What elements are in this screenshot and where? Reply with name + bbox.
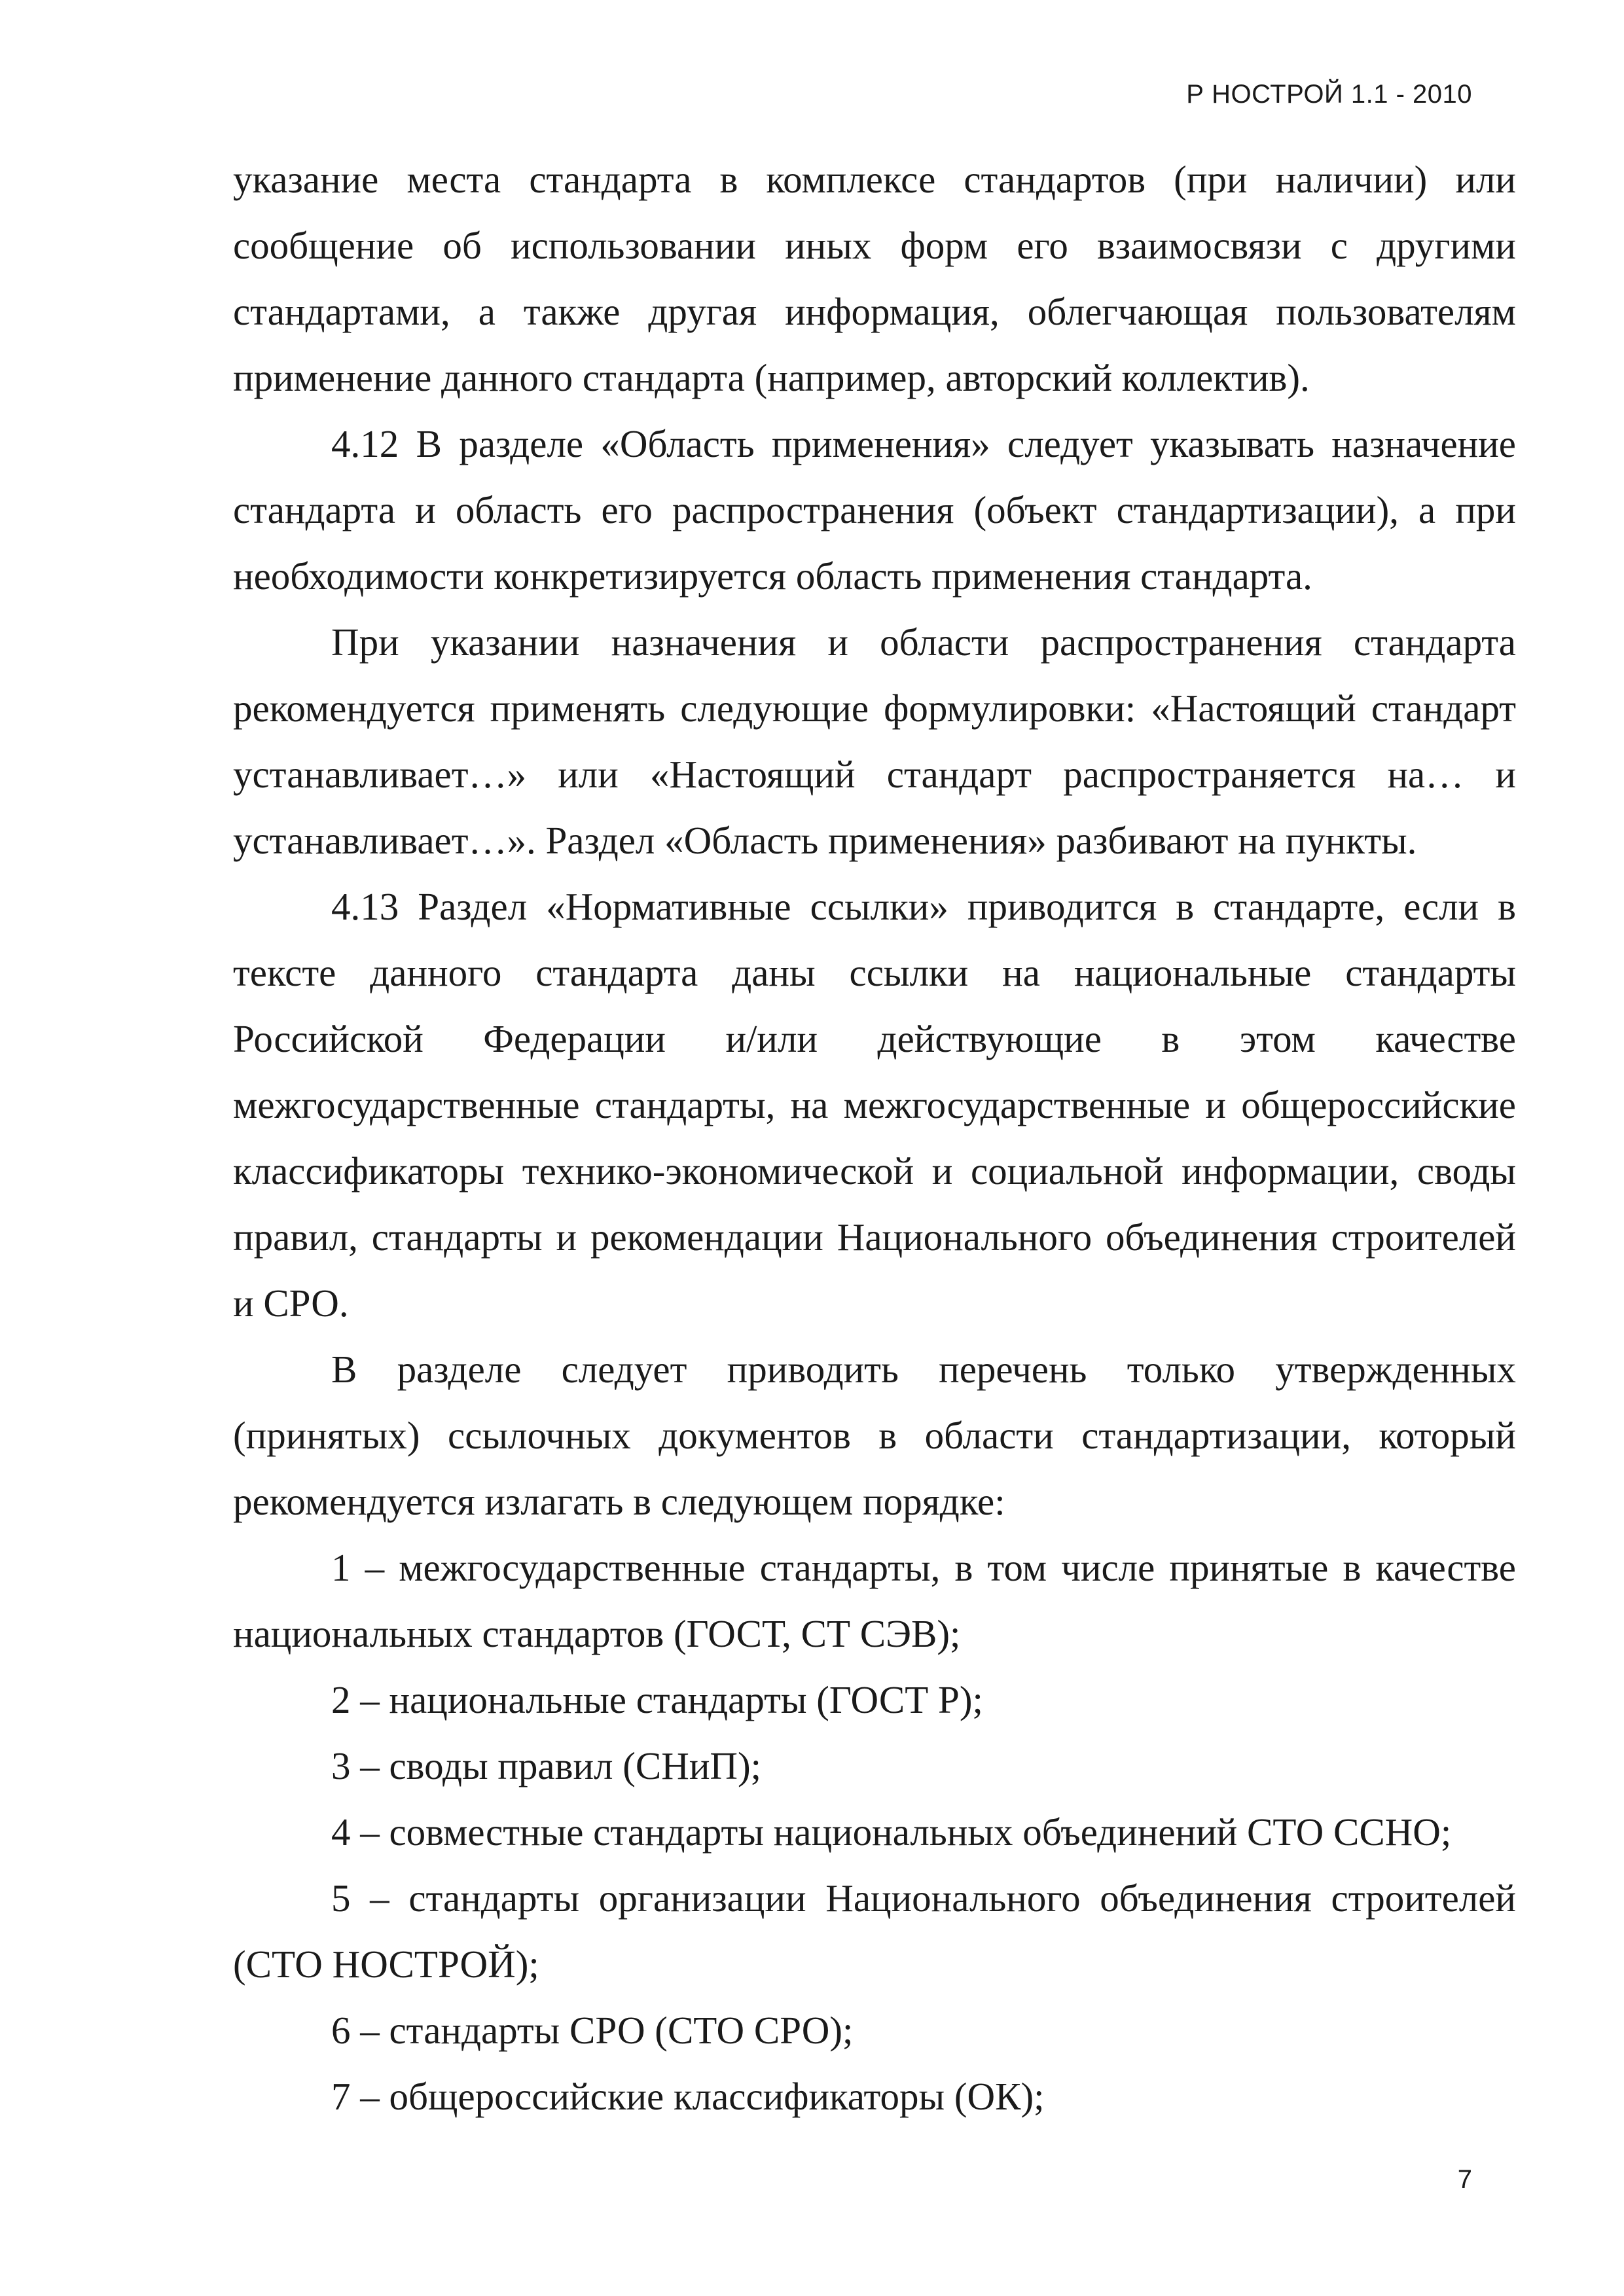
list-item-5: 5 – стандарты организации Национального объединения строителей (СТО НОСТРОЙ); [233,1876,1516,1986]
list-item-3: 3 – своды правил (СНиП); [331,1744,762,1787]
paragraph-4-12: 4.12 В разделе «Область применения» следует указывать назначение стандарта и область его распространения (объект стандартизации), а при необходимости конкретизируется область применения стандарта. [233,422,1516,598]
document-header-code: Р НОСТРОЙ 1.1 - 2010 [1186,80,1472,109]
paragraph-scope-wording: При указании назначения и области распространения стандарта рекомендуется применять следующие формулировки: «Настоящий стандарт устанавливает…» или «Настоящий стандарт распространяется на… и устанавливает…». Раздел «Область применения» разбивают на пункты. [233,620,1516,862]
paragraph-continuation: указание места стандарта в комплексе стандартов (при наличии) или сообщение об использовании иных форм его взаимосвязи с другими стандартами, а также другая информация, облегчающая пользователям применение данного стандарта (например, авторский коллектив). [233,158,1516,399]
list-item-1: 1 – межгосударственные стандарты, в том числе принятые в качестве национальных стандартов (ГОСТ, СТ СЭВ); [233,1546,1516,1655]
list-item-2: 2 – национальные стандарты (ГОСТ Р); [331,1678,983,1721]
list-item-6: 6 – стандарты СРО (СТО СРО); [331,2009,854,2052]
document-body [233,147,1516,2130]
list-item-7: 7 – общероссийские классификаторы (ОК); [331,2075,1045,2118]
paragraph-4-13: 4.13 Раздел «Нормативные ссылки» приводится в стандарте, если в тексте данного стандарта даны ссылки на национальные стандарты Российской Федерации и/или действующие в этом качестве межгосударственные стандарты, на межгосударственные и общероссийские классификаторы технико-экономической и социальной информации, своды правил, стандарты и рекомендации Национального объединения строителей и СРО. [233,885,1516,1325]
list-item-4: 4 – совместные стандарты национальных объединений СТО ССНО; [331,1810,1452,1854]
paragraph-reference-order: В разделе следует приводить перечень только утвержденных (принятых) ссылочных документов в области стандартизации, который рекомендуется излагать в следующем порядке: [233,1348,1516,1523]
page-number: 7 [1457,2165,1472,2194]
